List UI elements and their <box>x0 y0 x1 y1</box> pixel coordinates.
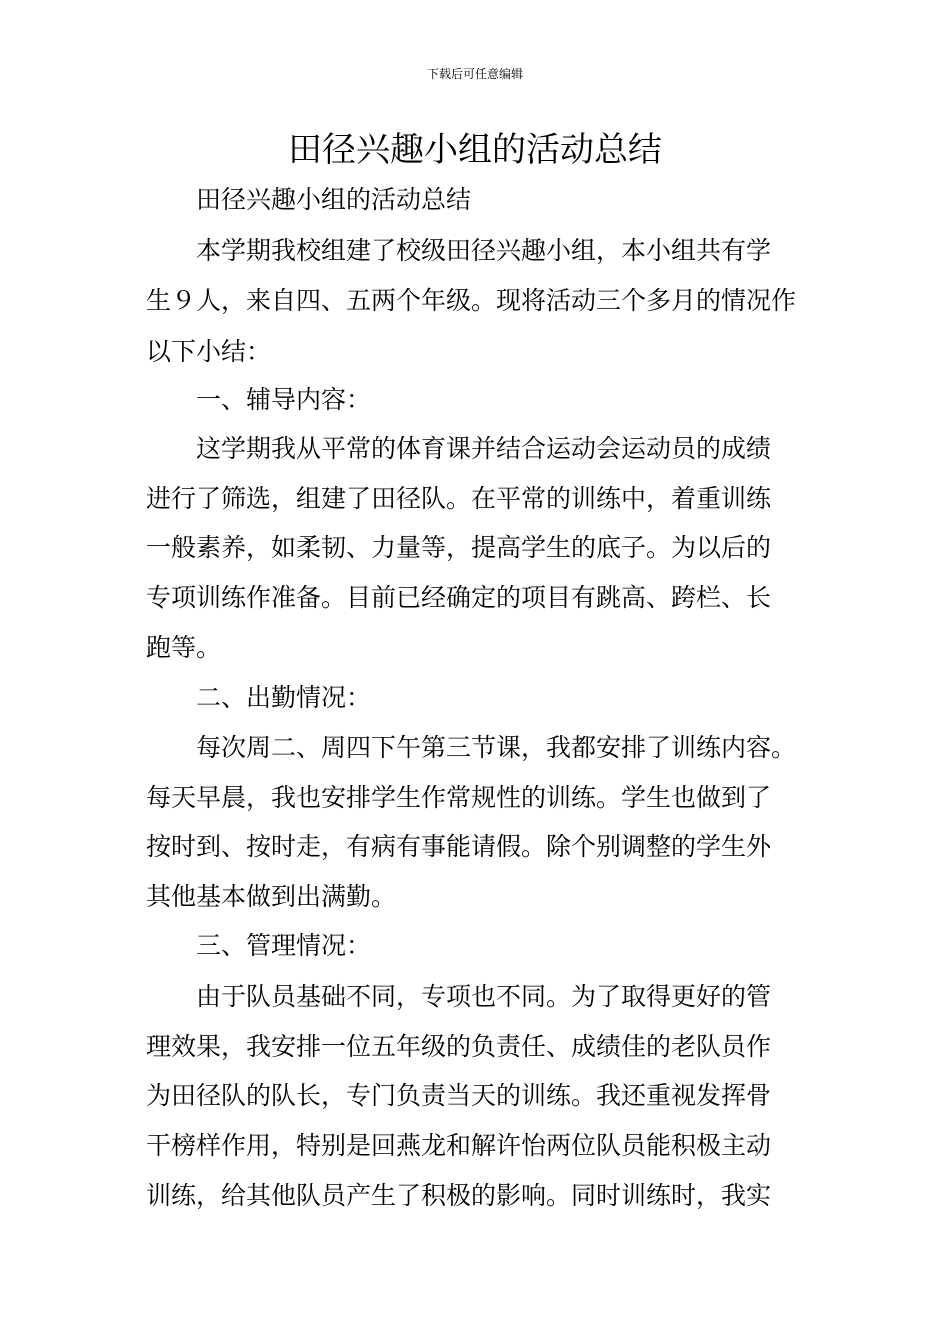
body-line: 进行了筛选，组建了田径队。在平常的训练中，着重训练 <box>146 484 772 513</box>
body-line: 训练，给其他队员产生了积极的影响。同时训练时，我实 <box>146 1181 772 1210</box>
body-line: 为田径队的队长，专门负责当天的训练。我还重视发挥骨 <box>146 1081 772 1110</box>
subtitle-line: 田径兴趣小组的活动总结 <box>196 185 472 214</box>
body-line: 理效果，我安排一位五年级的负责任、成绩佳的老队员作 <box>146 1032 772 1061</box>
body-line: 其他基本做到出满勤。 <box>146 882 397 911</box>
body-line: 这学期我从平常的体育课并结合运动会运动员的成绩 <box>196 434 772 463</box>
body-line: 跑等。 <box>146 633 222 662</box>
body-line: 以下小结： <box>146 337 272 366</box>
body-line: 按时到、按时走，有病有事能请假。除个别调整的学生外 <box>146 832 772 861</box>
section-heading: 三、管理情况： <box>196 931 372 960</box>
body-line: 干榜样作用，特别是回燕龙和解许怡两位队员能积极主动 <box>146 1131 772 1160</box>
body-line: 每次周二、周四下午第三节课，我都安排了训练内容。 <box>196 733 797 762</box>
body-line: 专项训练作准备。目前已经确定的项目有跳高、跨栏、长 <box>146 583 772 612</box>
body-line: 生９人，来自四、五两个年级。现将活动三个多月的情况作 <box>146 286 797 315</box>
section-heading: 二、出勤情况： <box>196 683 372 712</box>
body-line: 每天早晨，我也安排学生作常规性的训练。学生也做到了 <box>146 783 772 812</box>
header-note: 下载后可任意编辑 <box>426 67 523 81</box>
body-line: 由于队员基础不同，专项也不同。为了取得更好的管 <box>196 982 772 1011</box>
section-heading: 一、辅导内容： <box>196 385 372 414</box>
body-line: 本学期我校组建了校级田径兴趣小组，本小组共有学 <box>196 236 772 265</box>
document-title: 田径兴趣小组的活动总结 <box>288 130 662 170</box>
body-line: 一般素养，如柔韧、力量等，提高学生的底子。为以后的 <box>146 533 772 562</box>
